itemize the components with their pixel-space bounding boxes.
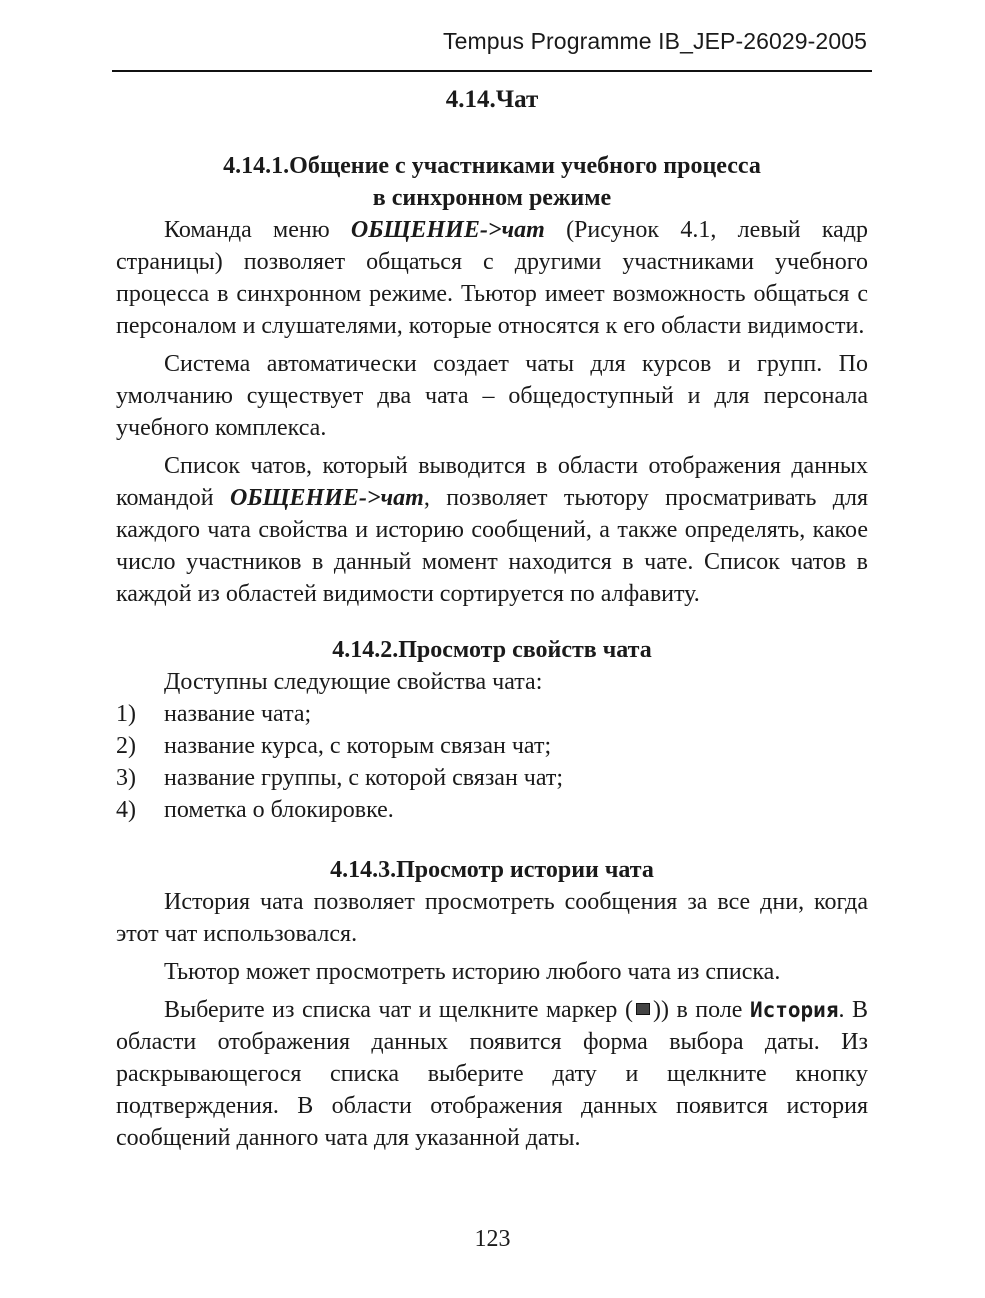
list-number: 4) — [116, 797, 136, 823]
section-3-paragraph-1: История чата позволяет просмотреть сообщения за все дни, когда этот чат использовался. — [116, 889, 868, 947]
menu-command: ОБЩЕНИЕ->чат — [350, 217, 545, 243]
text-run: Список чатов, который выводится в области отображения данных командой — [116, 453, 868, 511]
text-run: Команда меню — [164, 217, 351, 243]
text-run: . В области отображения данных появится форма выбора даты. Из раскрывающегося списка выберите дату и щелкните кнопку подтверждения. В области отображения данных появится история сообщений данного чата для указанной даты. — [116, 997, 869, 1151]
text-run: ) в поле — [660, 997, 750, 1023]
section-1-paragraph-2: Система автоматически создает чаты для курсов и групп. По умолчанию существует два чата – общедоступный и для персонала учебного комплекса. — [116, 351, 868, 441]
menu-command: ОБЩЕНИЕ->чат — [229, 485, 424, 511]
text-run: Выберите из списка чат и щелкните маркер ( — [164, 997, 633, 1023]
section-2-heading: 4.14.2.Просмотр свойств чата — [332, 637, 652, 663]
chat-properties-list — [116, 698, 868, 826]
text-run: , позволяет тьютору просматривать для каждого чата свойства и историю сообщений, а также определять, какое число участников в данный момент находится в чате. Список чатов в каждой из областей видимости сортируется по алфавиту. — [116, 485, 869, 607]
list-item — [116, 794, 868, 826]
list-item — [116, 730, 868, 762]
section-1-title-line-2: в синхронном режиме — [372, 185, 612, 211]
field-name-history: История — [749, 998, 839, 1022]
section-2-intro: Доступны следующие свойства чата: — [164, 669, 543, 695]
list-text: название группы, с которой связан чат; — [164, 765, 564, 791]
list-text: пометка о блокировке. — [164, 797, 394, 823]
marker-square-icon — [636, 1003, 650, 1015]
section-1-heading — [116, 150, 868, 214]
list-text: название чата; — [164, 701, 312, 727]
section-3-paragraph-3: Выберите из списка чат и щелкните маркер ( )) в поле История. В области отображения данных появится форма выбора даты. Из раскрывающегося списка выберите дату и щелкните кнопку подтверждения. В области отображения данных появится история сообщений данного чата для указанной даты. — [116, 997, 869, 1151]
list-text: название курса, с которым связан чат; — [164, 733, 552, 759]
list-number: 2) — [116, 733, 136, 759]
list-item — [116, 698, 868, 730]
running-header: Tempus Programme IB_JEP-26029-2005 — [442, 28, 867, 54]
section-3-paragraph-2: Тьютор может просмотреть историю любого чата из списка. — [164, 959, 781, 985]
list-number: 3) — [116, 765, 136, 791]
chapter-title: 4.14.Чат — [445, 86, 539, 113]
section-1-paragraph-1 — [116, 214, 868, 342]
section-1-title-line-1: 4.14.1.Общение с участниками учебного процесса — [223, 153, 761, 179]
header-rule — [112, 70, 872, 72]
text-run: (Рисунок 4.1, левый кадр страницы) позволяет общаться с другими участниками учебного процесса в синхронном режиме. Тьютор имеет возможность общаться с персоналом и слушателями, которые относятся к его области видимости. — [116, 217, 868, 339]
section-3-heading: 4.14.3.Просмотр истории чата — [330, 857, 654, 883]
page-content — [116, 80, 868, 1154]
list-item — [116, 762, 868, 794]
section-1-paragraph-3 — [116, 450, 868, 610]
page-number: 123 — [474, 1226, 511, 1252]
list-number: 1) — [116, 701, 136, 727]
